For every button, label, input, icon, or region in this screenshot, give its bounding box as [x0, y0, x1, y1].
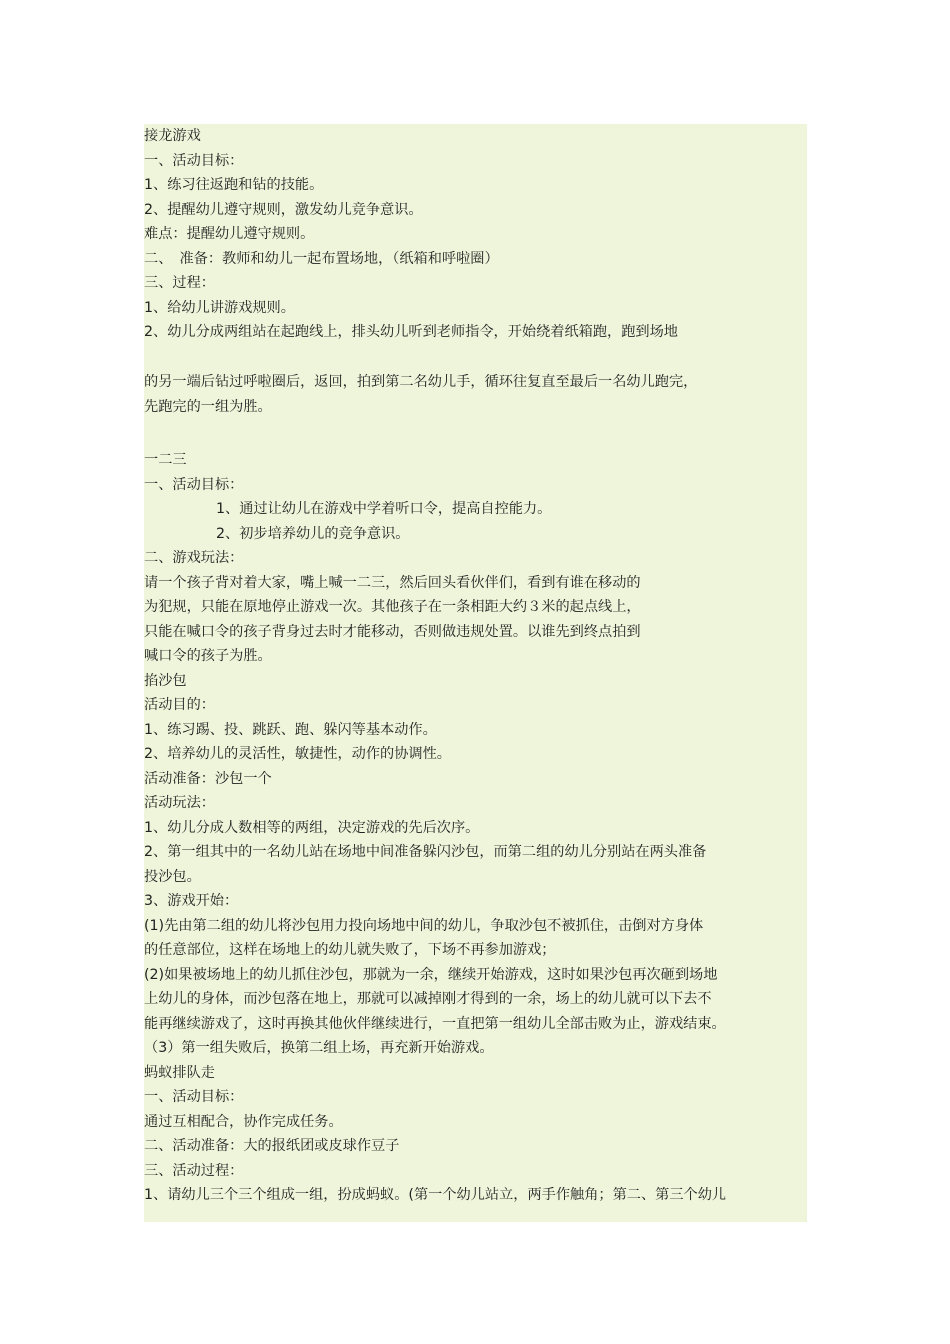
text-line: 3、游戏开始： [144, 893, 239, 909]
text-line: 活动准备：沙包一个 [144, 770, 272, 787]
text-line: 2、提醒幼儿遵守规则，激发幼儿竞争意识。 [144, 201, 423, 218]
text-line: 上幼儿的身体，而沙包落在地上，那就可以减掉刚才得到的一余，场上的幼儿就可以下去不 [144, 991, 712, 1007]
text-line: 活动目的： [144, 697, 215, 713]
text-line: 为犯规，只能在原地停止游戏一次。其他孩子在一条相距大约３米的起点线上， [144, 599, 641, 615]
text-line: 三、过程： [144, 275, 215, 291]
text-line: 三、活动过程： [144, 1162, 244, 1179]
text-line: 1、幼儿分成人数相等的两组，决定游戏的先后次序。 [144, 819, 480, 836]
text-line: 通过互相配合，协作完成任务。 [144, 1113, 343, 1130]
text-line: 1、练习往返跑和钻的技能。 [144, 177, 324, 193]
section-title: 一二三 [144, 452, 187, 468]
section-title: 蚂蚁排队走 [144, 1064, 215, 1081]
section-title: 掐沙包 [144, 672, 187, 689]
text-line: （3）第一组失败后，换第二组上场，再充新开始游戏。 [144, 1040, 494, 1056]
text-line: 1、给幼儿讲游戏规则。 [144, 299, 295, 316]
text-line: 只能在喊口令的孩子背身过去时才能移动，否则做违规处置。以谁先到终点拍到 [144, 623, 641, 640]
text-line: (1)先由第二组的幼儿将沙包用力投向场地中间的幼儿，争取沙包不被抓住，击倒对方身体 [144, 917, 704, 934]
text-line: 一、活动目标： [144, 1089, 244, 1105]
text-line: 先跑完的一组为胜。 [144, 399, 272, 415]
text-line: 的另一端后钻过呼啦圈后，返回，拍到第二名幼儿手，循环往复直至最后一名幼儿跑完， [144, 374, 698, 390]
text-line: 活动玩法： [144, 795, 215, 811]
text-line: 二、 准备：教师和幼儿一起布置场地，（纸箱和呼啦圈） [144, 250, 499, 267]
text-line: 一、活动目标： [144, 476, 244, 493]
text-line: 请一个孩子背对着大家，嘴上喊一二三，然后回头看伙伴们，看到有谁在移动的 [144, 574, 641, 591]
text-line: 1、通过让幼儿在游戏中学着听口令，提高自控能力。 [216, 501, 552, 517]
text-line: 能再继续游戏了，这时再换其他伙伴继续进行，一直把第一组幼儿全部击败为止，游戏结束。 [144, 1015, 726, 1032]
text-line: 二、游戏玩法： [144, 550, 244, 566]
text-line: 1、练习踢、投、跳跃、跑、躲闪等基本动作。 [144, 721, 437, 738]
text-line: 二、活动准备：大的报纸团或皮球作豆子 [144, 1138, 400, 1154]
text-line: 接龙游戏 [144, 128, 201, 144]
text-line: 喊口令的孩子为胜。 [144, 648, 272, 664]
text-line: (2)如果被场地上的幼儿抓住沙包，那就为一余，继续开始游戏，这时如果沙包再次砸到场地 [144, 966, 718, 983]
text-line: 2、第一组其中的一名幼儿站在场地中间准备躲闪沙包，而第二组的幼儿分别站在两头准备 [144, 844, 707, 860]
text-line: 一、活动目标： [144, 152, 244, 169]
text-line: 难点：提醒幼儿遵守规则。 [144, 226, 315, 242]
text-line: 2、幼儿分成两组站在起跑线上，排头幼儿听到老师指令，开始绕着纸箱跑，跑到场地 [144, 324, 678, 340]
text-line: 1、请幼儿三个三个组成一组，扮成蚂蚁。(第一个幼儿站立，两手作触角；第二、第三个幼儿 [144, 1187, 727, 1203]
text-line: 投沙包。 [144, 868, 201, 885]
document-text-block [144, 124, 807, 1222]
text-line: 2、培养幼儿的灵活性，敏捷性，动作的协调性。 [144, 746, 451, 762]
text-line: 的任意部位，这样在场地上的幼儿就失败了，下场不再参加游戏； [144, 942, 556, 958]
text-line: 2、初步培养幼儿的竞争意识。 [216, 525, 410, 542]
